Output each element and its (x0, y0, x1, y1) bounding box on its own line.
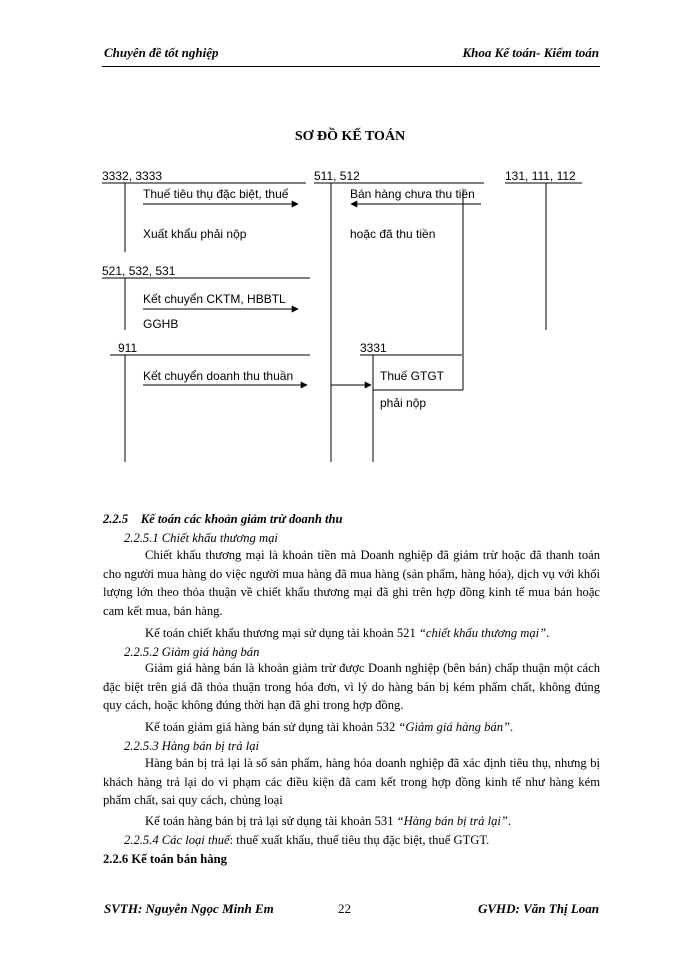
ggbh-period: . (510, 720, 514, 734)
paragraph-ckmt-1: Chiết khấu thương mại là khoản tiền mà Doanh nghiệp đã giảm trừ hoặc đã thanh toán cho người mua hàng do việc người mua hàng đã mua hàng (sản phẩm, hàng hóa), dịch vụ với khối lượng lớn theo thỏa thuận về chiết khấu thương mại đã ghi trên hợp đồng kinh tế mua bán hoặc cam kết mua, bán hàng. (103, 548, 600, 618)
ckmt-period: . (546, 626, 550, 640)
hbbtl-text: Kế toán hàng bán bị trả lại sử dụng tài khoản 531 (145, 814, 397, 828)
label-ban-hang-2: hoặc đã thu tiền (350, 227, 436, 241)
label-gtgt-1: Thuế GTGT (380, 369, 445, 383)
account-511: 511, 512 (314, 169, 360, 183)
label-gtgt-2: phải nộp (380, 396, 427, 410)
ggbh-text: Kế toán giảm giá hàng bán sử dụng tài khoản 532 (145, 720, 399, 734)
account-3332: 3332, 3333 (102, 169, 163, 183)
t-account-131 (505, 183, 582, 330)
section-heading-2-2-6: 2.2.6 Kế toán bán hàng (103, 852, 227, 866)
account-131: 131, 111, 112 (505, 169, 576, 183)
header-right: Khoa Kế toán- Kiểm toán (462, 45, 599, 60)
ckmt-text: Kế toán chiết khấu thương mại sử dụng tài khoản 521 (145, 626, 419, 640)
paragraph-ggbh-1: Giảm giá hàng bán là khoản giảm trừ được Doanh nghiệp (bên bán) chấp thuận một cách đặc biệt trên giá đã thỏa thuận trong hóa đơn, vì lý do hàng bán bị kém phẩm chất, không đúng quy cách, hoặc không đúng thời hạn đã ghi trong hợp đồng. (103, 661, 600, 713)
label-doanh-thu: Kết chuyển doanh thu thuần (143, 369, 294, 383)
label-ban-hang-1: Bán hàng chưa thu tiền (350, 187, 475, 201)
section-heading-2-2-5 (103, 512, 600, 527)
subheading-2-2-5-1: 2.2.5.1 Chiết khấu thương mại (124, 531, 278, 545)
paragraph-ggbh-2 (145, 720, 642, 735)
account-521: 521, 532, 531 (102, 264, 176, 278)
label-ket-chuyen-2: GGHB (143, 317, 179, 331)
subheading-2-2-5-3: 2.2.5.3 Hàng bán bị trả lại (124, 739, 260, 753)
taxes-heading: 2.2.5.4 Các loại thuế (124, 833, 230, 847)
footer-student: SVTH: Nguyễn Ngọc Minh Em (104, 901, 274, 916)
section-number: 2.2.5 (103, 512, 129, 526)
label-ket-chuyen-1: Kết chuyển CKTM, HBBTL (143, 292, 286, 306)
ggbh-quote: “Giảm giá hàng bán” (398, 720, 511, 734)
paragraph-ckmt-2 (145, 626, 642, 641)
taxes-list: : thuế xuất khẩu, thuế tiêu thụ đặc biệt, thuế GTGT. (229, 833, 490, 847)
paragraph-hbbtl-1: Hàng bán bị trả lại là số sản phẩm, hàng hóa doanh nghiệp đã xác định tiêu thụ, nhưng bị khách hàng trả lại do vi phạm các điều kiện đã cam kết trong hợp đồng kinh tế như hàng kém phẩm chất, sai quy cách, chủng loại (103, 756, 600, 808)
footer-page-number: 22 (338, 901, 351, 916)
ckmt-quote: “chiết khấu thương mại” (418, 626, 547, 640)
diagram-title: SƠ ĐỒ KẾ TOÁN (294, 129, 406, 144)
account-3331: 3331 (360, 341, 387, 355)
header-left: Chuyên đề tốt nghiệp (104, 45, 219, 60)
section-title: Kế toán các khoản giảm trừ doanh thu (140, 512, 343, 526)
t-account-511 (314, 183, 484, 462)
hbbtl-period: . (507, 814, 512, 828)
paragraph-hbbtl-2 (145, 814, 642, 829)
account-911: 911 (118, 341, 138, 355)
subheading-2-2-5-4 (124, 833, 621, 848)
subheading-2-2-5-2: 2.2.5.2 Giảm giá hàng bán (124, 645, 260, 659)
hbbtl-quote: “Hàng bán bị trả lại” (396, 814, 508, 828)
label-ttdb-2: Xuất khẩu phải nộp (143, 227, 247, 241)
footer-supervisor: GVHD: Văn Thị Loan (478, 901, 599, 916)
label-ttdb-1: Thuế tiêu thụ đặc biệt, thuế (143, 187, 289, 201)
